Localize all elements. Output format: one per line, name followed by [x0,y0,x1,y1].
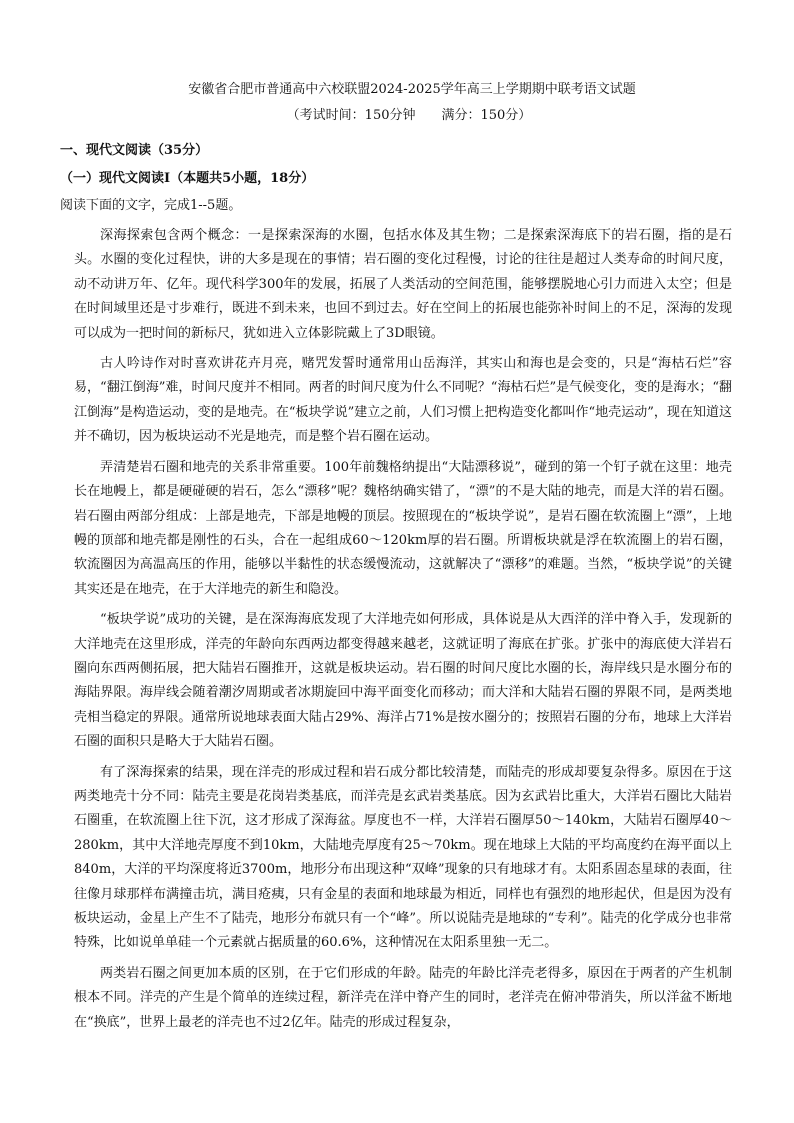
paragraph-6: 两类岩石圈之间更加本质的区别，在于它们形成的年龄。陆壳的年龄比洋壳老得多，原因在于两者的产生机制根本不同。洋壳的产生是个简单的连续过程，新洋壳在洋中脊产生的同时，老洋壳在俯冲带消失，所以洋盆不断地在“换底”，世界上最老的洋壳也不过2亿年。陆壳的形成过程复杂， [74,965,732,1030]
paragraph-4: “板块学说”成功的关键，是在深海海底发现了大洋地壳如何形成，具体说是从大西洋的洋中脊入手，发现新的大洋地壳在这里形成，洋壳的年龄向东西两边都变得越来越老，这就证明了海底在扩张。扩张中的海底使大洋岩石圈向东西两侧拓展，把大陆岩石圈推开，这就是板块运动。岩石圈的时间尺度比水圈的长，海岸线只是水圈分布的海陆界限。海岸线会随着潮汐周期或者冰期旋回中海平面变化而移动；而大洋和大陆岩石圈的界限不同，是两类地壳相当稳定的界限。通常所说地球表面大陆占29%、海洋占71%是按水圈分的；按照岩石圈的分布，地球上大洋岩石圈的面积只是略大于大陆岩石圈。 [74,612,732,750]
section-subheading: （一）现代文阅读Ⅰ（本题共5小题，18分） [60,171,315,187]
section-heading: 一、现代文阅读（35分） [60,142,209,158]
instruction-text: 阅读下面的文字，完成1--5题。 [60,197,242,213]
paragraph-2: 古人吟诗作对时喜欢讲花卉月亮，赌咒发誓时通常用山岳海洋，其实山和海也是会变的，只是“海枯石烂”容易，“翻江倒海”难，时间尺度并不相同。两者的时间尺度为什么不同呢？“海枯石烂”是气候变化，变的是海水；“翻江倒海”是构造运动，变的是地壳。在“板块学说”建立之前，人们习惯上把构造变化都叫作“地壳运动”，现在知道这并不确切，因为板块运动不光是地壳，而是整个岩石圈在运动。 [74,356,732,445]
paragraph-1: 深海探索包含两个概念：一是探索深海的水圈，包括水体及其生物；二是探索深海底下的岩石圈，指的是石头。水圈的变化过程快，讲的大多是现在的事情；岩石圈的变化过程慢，讨论的往往是超过人类寿命的时间尺度，动不动讲万年、亿年。现代科学300年的发展，拓展了人类活动的空间范围，能够摆脱地心引力而进入太空；但是在时间域里还是寸步难行，既进不到未来，也回不到过去。好在空间上的拓展也能弥补时间上的不足，深海的发现可以成为一把时间的新标尺，犹如进入立体影院戴上了3D眼镜。 [74,228,732,341]
exam-subtitle: （考试时间：150分钟 满分：150分） [286,108,532,124]
exam-title: 安徽省合肥市普通高中六校联盟2024-2025学年高三上学期期中联考语文试题 [188,82,636,97]
paragraph-5: 有了深海探索的结果，现在洋壳的形成过程和岩石成分都比较清楚，而陆壳的形成却要复杂得多。原因在于这两类地壳十分不同：陆壳主要是花岗岩类基底，而洋壳是玄武岩类基底。因为玄武岩比重大，大洋岩石圈比大陆岩石圈重，在软流圈上往下沉，这才形成了深海盆。厚度也不一样，大洋岩石圈厚50～140km，大陆岩石圈厚40～280km，其中大洋地壳厚度不到10km，大陆地壳厚度有25～70km。现在地球上大陆的平均高度约在海平面以上840m，大洋的平均深度将近3700m，地形分布出现这种“双峰”现象的只有地球才有。太阳系固态星球的表面，往往像月球那样布满撞击坑，满目疮痍，只有金星的表面和地球最为相近，同样也有强烈的地形起伏，但是因为没有板块运动，金星上产生不了陆壳，地形分布就只有一个“峰”。所以说陆壳是地球的“专利”。陆壳的化学成分也非常特殊，比如说单单硅一个元素就占据质量的60.6%，这种情况在太阳系里独一无二。 [74,764,732,951]
paragraph-3: 弄清楚岩石圈和地壳的关系非常重要。100年前魏格纳提出“大陆漂移说”，碰到的第一个钉子就在这里：地壳长在地幔上，都是硬碰硬的岩石，怎么“漂移”呢？魏格纳确实错了，“漂”的不是大陆的地壳，而是大洋的岩石圈。岩石圈由两部分组成：上部是地壳，下部是地幔的顶层。按照现在的“板块学说”，是岩石圈在软流圈上“漂”，上地幔的顶部和地壳都是刚性的石头，合在一起组成60～120km厚的岩石圈。所谓板块就是浮在软流圈上的岩石圈，软流圈因为高温高压的作用，能够以半黏性的状态缓慢流动，这就解决了“漂移”的难题。当然，“板块学说”的关键其实还是在地壳，在于大洋地壳的新生和隐没。 [74,459,732,597]
